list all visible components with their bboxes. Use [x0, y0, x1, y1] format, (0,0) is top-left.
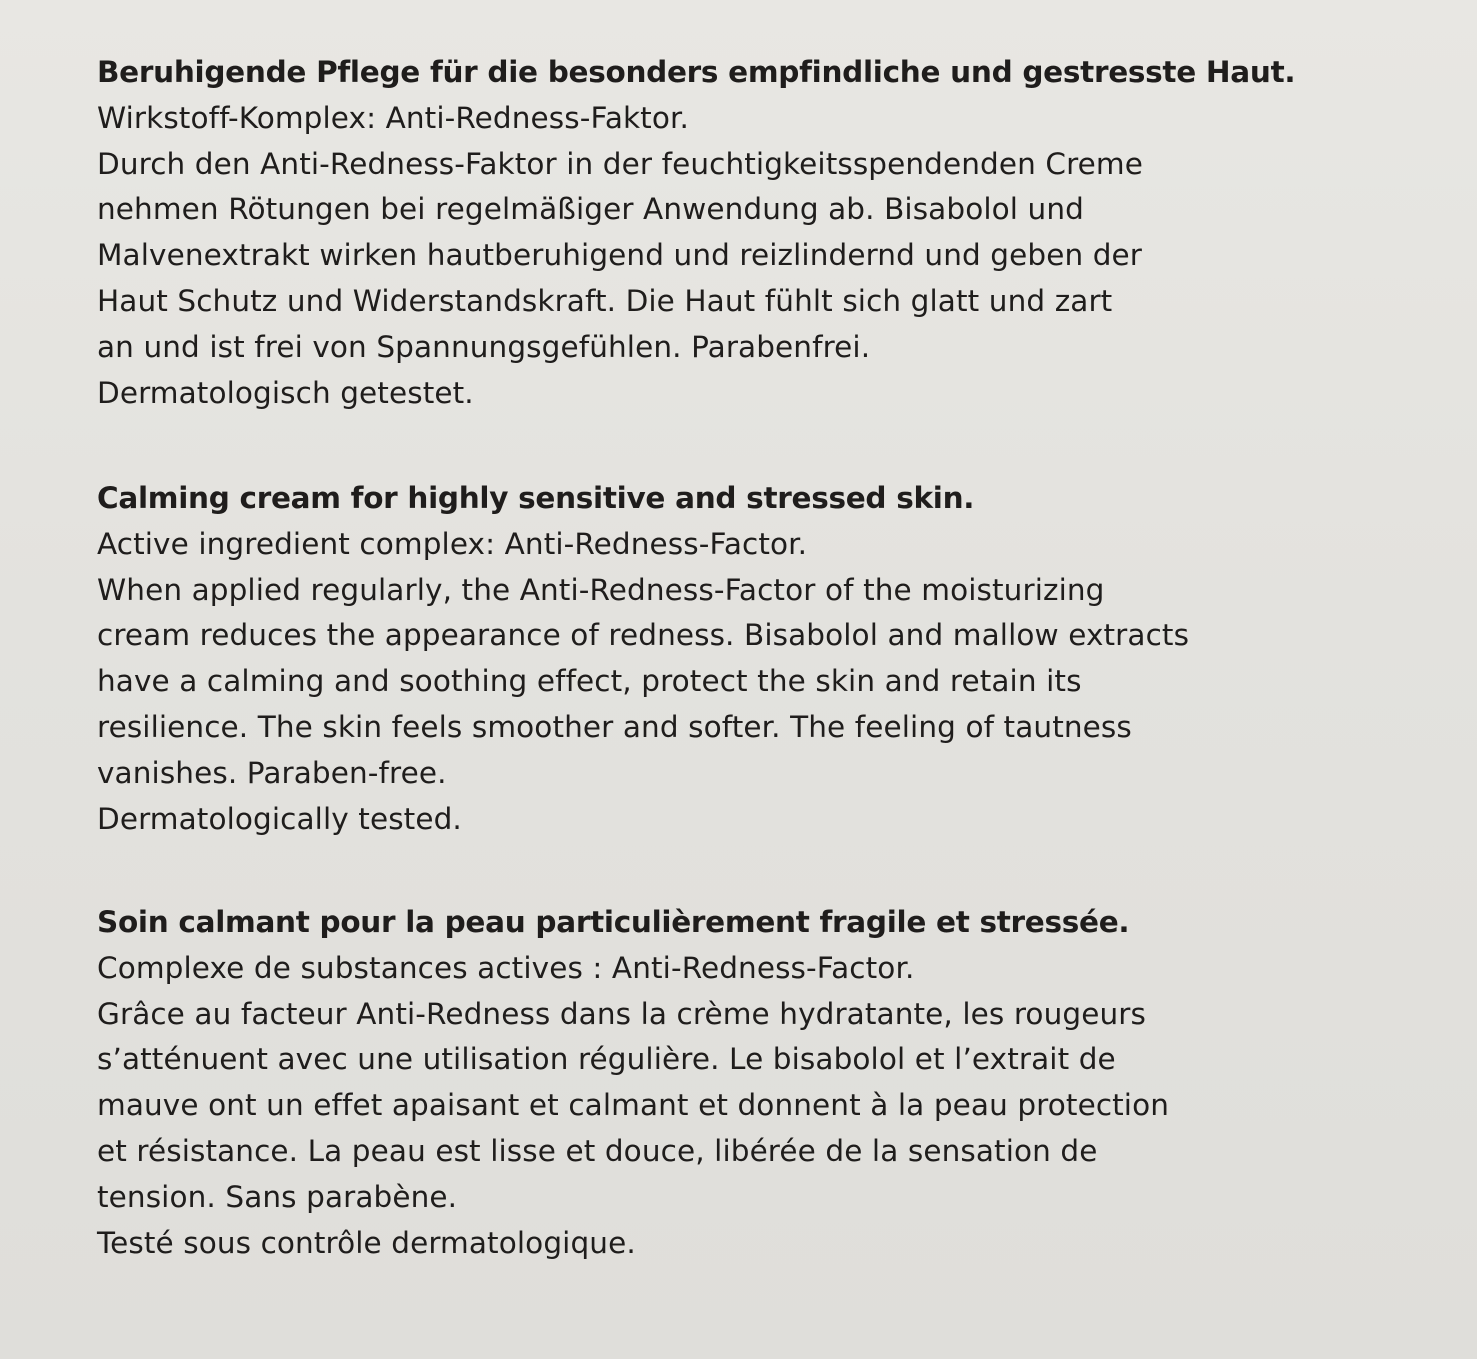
- text-line: Active ingredient complex: Anti-Redness-Factor.: [97, 526, 808, 561]
- text-line: Grâce au facteur Anti-Redness dans la crème hydratante, les rougeurs: [97, 996, 1146, 1031]
- description-german: [97, 50, 1437, 416]
- text-line: Complexe de substances actives : Anti-Redness-Factor.: [97, 950, 915, 985]
- section-title: Calming cream for highly sensitive and stressed skin.: [97, 481, 975, 515]
- text-line: resilience. The skin feels smoother and softer. The feeling of tautness: [97, 709, 1132, 744]
- text-line: Wirkstoff-Komplex: Anti-Redness-Faktor.: [97, 100, 689, 135]
- text-line: nehmen Rötungen bei regelmäßiger Anwendung ab. Bisabolol und: [97, 192, 1084, 227]
- description-french: [97, 900, 1437, 1266]
- text-line: Malvenextrakt wirken hautberuhigend und reizlindernd und geben der: [97, 238, 1143, 273]
- text-line: an und ist frei von Spannungsgefühlen. Parabenfrei.: [97, 329, 871, 364]
- text-line: When applied regularly, the Anti-Redness-Factor of the moisturizing: [97, 572, 1105, 607]
- text-line: tension. Sans parabène.: [97, 1179, 458, 1214]
- text-line: Dermatologisch getestet.: [97, 375, 474, 410]
- text-line: mauve ont un effet apaisant et calmant et donnent à la peau protection: [97, 1088, 1170, 1123]
- description-english: [97, 476, 1437, 842]
- text-line: cream reduces the appearance of redness. Bisabolol and mallow extracts: [97, 618, 1190, 653]
- text-line: Dermatologically tested.: [97, 801, 462, 836]
- text-line: Haut Schutz und Widerstandskraft. Die Haut fühlt sich glatt und zart: [97, 283, 1113, 318]
- text-line: Durch den Anti-Redness-Faktor in der feuchtigkeitsspendenden Creme: [97, 146, 1144, 181]
- text-line: et résistance. La peau est lisse et douce, libérée de la sensation de: [97, 1133, 1098, 1168]
- text-line: have a calming and soothing effect, protect the skin and retain its: [97, 664, 1082, 699]
- text-line: Testé sous contrôle dermatologique.: [97, 1225, 636, 1260]
- section-title: Soin calmant pour la peau particulièrement fragile et stressée.: [97, 905, 1130, 939]
- text-line: s’atténuent avec une utilisation régulière. Le bisabolol et l’extrait de: [97, 1042, 1116, 1077]
- section-title: Beruhigende Pflege für die besonders empfindliche und gestresste Haut.: [97, 55, 1296, 89]
- text-line: vanishes. Paraben-free.: [97, 755, 447, 790]
